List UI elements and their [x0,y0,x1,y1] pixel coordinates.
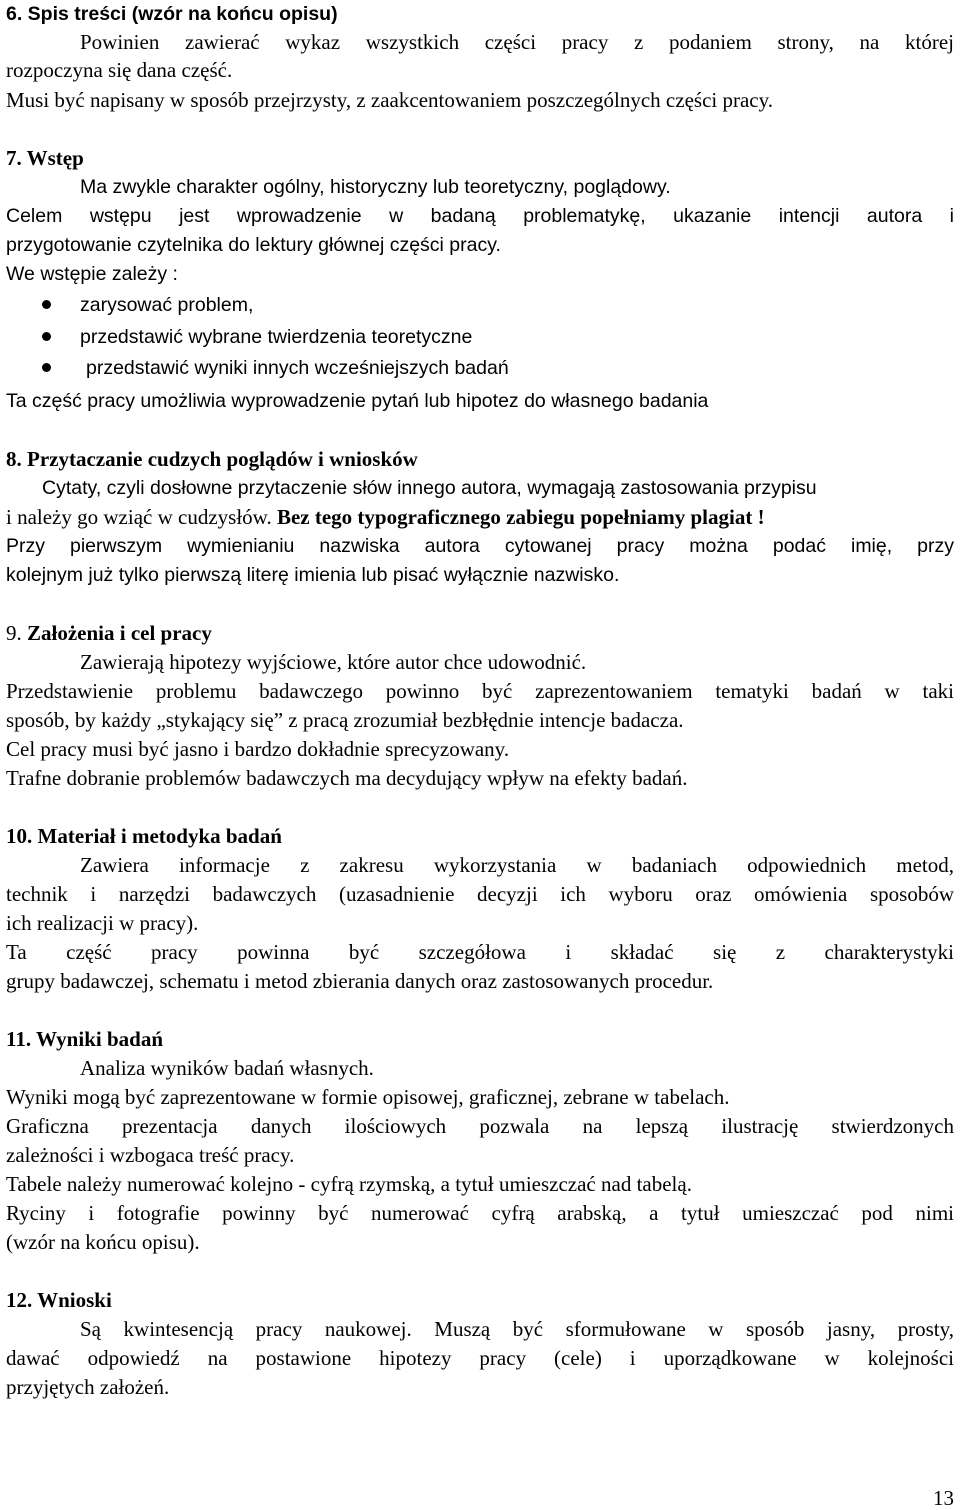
section-8-line-2 [6,503,765,531]
section-7-line-3: przygotowanie czytelnika do lektury głównej części pracy. [6,234,501,256]
section-8-line-2-text: i należy go wziąć w cudzysłów. [6,505,272,529]
section-11-line-4: zależności i wzbogaca treść pracy. [6,1143,295,1167]
section-9-number: 9. [6,621,22,645]
section-10-line-5: grupy badawczej, schematu i metod zbierania danych oraz zastosowanych procedur. [6,969,714,993]
section-11-heading: 11. Wyniki badań [6,1027,163,1051]
section-9-line-4: Cel pracy musi być jasno i bardzo dokładnie sprecyzowany. [6,737,510,761]
section-9-line-2: Przedstawienie problemu badawczego powinno być zaprezentowaniem tematyki badań w taki [6,679,954,703]
section-12-line-1: Są kwintesencją pracy naukowej. Muszą być sformułowane w sposób jasny, prosty, [80,1317,954,1341]
section-11-line-7: (wzór na końcu opisu). [6,1230,200,1254]
section-6-line-1: Powinien zawierać wykaz wszystkich części pracy z podaniem strony, na której [80,30,954,54]
section-6-line-3: Musi być napisany w sposób przejrzysty, z zaakcentowaniem poszczególnych części pracy. [6,88,773,112]
section-10-line-2: technik i narzędzi badawczych (uzasadnienie decyzji ich wyboru oraz omówienia sposobów [6,882,954,906]
section-8-line-3: Przy pierwszym wymienianiu nazwiska autora cytowanej pracy można podać imię, przy [6,535,954,557]
bullet-marker [42,363,51,372]
section-8-line-1: Cytaty, czyli dosłowne przytaczenie słów innego autora, wymagają zastosowania przypisu [42,477,817,499]
section-7-heading [6,144,84,172]
section-9-line-3: sposób, by każdy „stykający się” z pracą zrozumiał bezbłędnie intencje badacza. [6,708,684,732]
section-7-line-1: Ma zwykle charakter ogólny, historyczny lub teoretyczny, poglądowy. [80,176,671,198]
section-11-line-2: Wyniki mogą być zaprezentowane w formie opisowej, graficznej, zebrane w tabelach. [6,1085,730,1109]
section-10-line-4: Ta część pracy powinna być szczegółowa i składać się z charakterystyki [6,940,954,964]
section-7-bullet-3: przedstawić wyniki innych wcześniejszych badań [86,357,509,379]
section-7-line-5: Ta część pracy umożliwia wyprowadzenie pytań lub hipotez do własnego badania [6,390,709,412]
section-8-heading: 8. Przytaczanie cudzych poglądów i wniosków [6,447,418,471]
section-8-line-4: kolejnym już tylko pierwszą literę imienia lub pisać wyłącznie nazwisko. [6,564,620,586]
section-7-bullet-1: zarysować problem, [80,294,254,316]
section-9-title: Założenia i cel pracy [27,621,212,645]
section-9-line-1: Zawierają hipotezy wyjściowe, które autor chce udowodnić. [80,650,587,674]
section-11-line-5: Tabele należy numerować kolejno - cyfrą rzymską, a tytuł umieszczać nad tabelą. [6,1172,692,1196]
section-12-line-3: przyjętych założeń. [6,1375,170,1399]
section-7-bullet-2: przedstawić wybrane twierdzenia teoretyczne [80,326,473,348]
page-number: 13 [933,1486,954,1510]
section-7-line-2: Celem wstępu jest wprowadzenie w badaną problematykę, ukazanie intencji autora i [6,205,954,227]
section-7-number: 7. [6,146,22,170]
section-11-line-3: Graficzna prezentacja danych ilościowych pozwala na lepszą ilustrację stwierdzonych [6,1114,954,1138]
section-10-line-3: ich realizacji w pracy). [6,911,199,935]
section-9-heading [6,619,212,647]
section-11-line-6: Ryciny i fotografie powinny być numerować cyfrą arabską, a tytuł umieszczać pod nimi [6,1201,954,1225]
section-9-line-5: Trafne dobranie problemów badawczych ma decydujący wpływ na efekty badań. [6,766,688,790]
section-7-line-4: We wstępie zależy : [6,263,178,285]
section-10-line-1: Zawiera informacje z zakresu wykorzystania w badaniach odpowiednich metod, [80,853,954,877]
bullet-marker [42,300,51,309]
section-6-heading: 6. Spis treści (wzór na końcu opisu) [6,3,338,25]
section-12-heading: 12. Wnioski [6,1288,112,1312]
section-10-heading: 10. Materiał i metodyka badań [6,824,282,848]
bullet-marker [42,332,51,341]
plagiarism-warning: Bez tego typograficznego zabiegu popełniamy plagiat ! [276,505,765,529]
section-11-line-1: Analiza wyników badań własnych. [80,1056,374,1080]
section-12-line-2: dawać odpowiedź na postawione hipotezy pracy (cele) i uporządkowane w kolejności [6,1346,954,1370]
section-6-line-2: rozpoczyna się dana część. [6,58,233,82]
section-7-title: Wstęp [26,146,84,170]
